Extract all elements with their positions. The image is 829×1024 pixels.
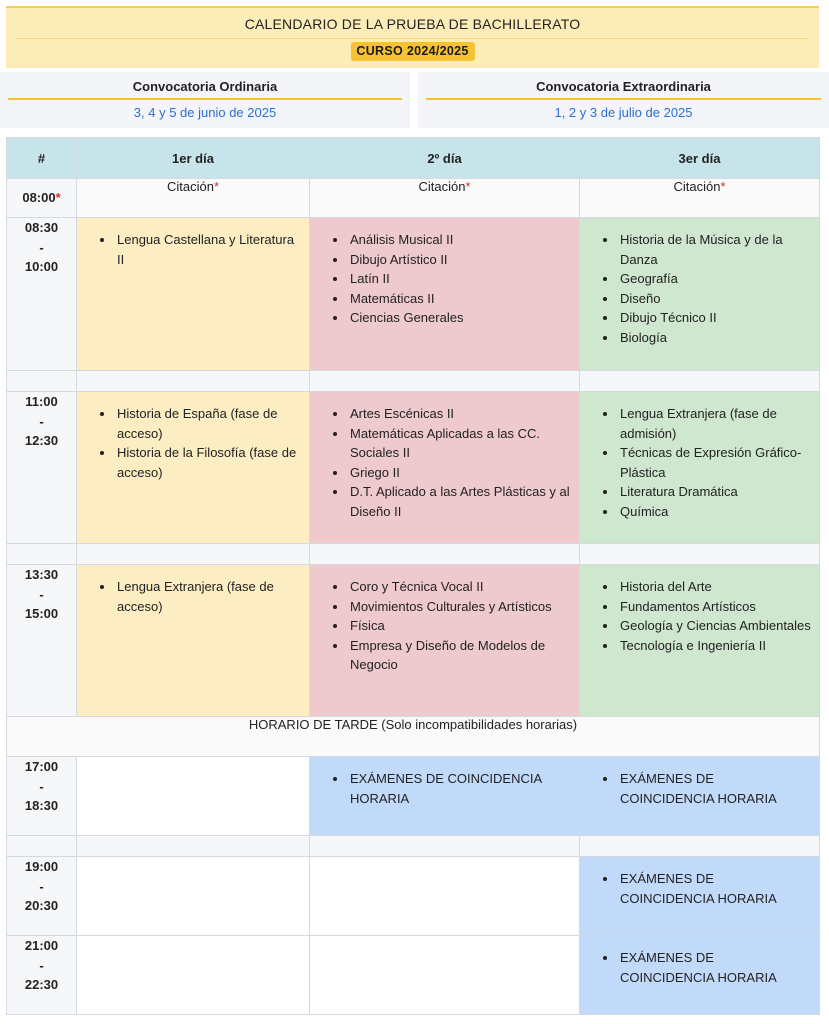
exam-item: • Movimientos Culturales y Artísticos: [348, 597, 571, 617]
slot-row-3: [7, 565, 820, 717]
citacion-day1: [77, 179, 310, 218]
exam-cell-day3: [580, 936, 820, 1015]
time-cell: [7, 218, 77, 371]
exam-item: • Geología y Ciencias Ambientales: [618, 616, 811, 636]
exam-item: • Matemáticas II: [348, 289, 571, 309]
required-marker: *: [465, 179, 471, 194]
citacion-label: Citación: [418, 179, 466, 194]
exam-calendar-table: [6, 137, 820, 1015]
exam-item: • Fundamentos Artísticos: [618, 597, 811, 617]
time-end: 15:00: [24, 606, 59, 621]
spacer-cell: [7, 544, 77, 565]
citacion-label: Citación: [673, 179, 721, 194]
spacer-row: [7, 371, 820, 392]
column-header-day1: 1er día: [77, 138, 310, 179]
exam-item: • Tecnología e Ingeniería II: [618, 636, 811, 656]
time-start: 21:00: [24, 938, 59, 953]
exam-cell-day3: [580, 757, 820, 836]
time-start: 08:30: [24, 220, 59, 235]
time-end: 10:00: [24, 259, 59, 274]
page-title: CALENDARIO DE LA PRUEBA DE BACHILLERATO: [244, 16, 581, 32]
convocatoria-extraordinaria-title: Convocatoria Extraordinaria: [536, 79, 711, 94]
divider: [16, 38, 809, 39]
empty-cell: [77, 936, 310, 1015]
exam-item: • EXÁMENES DE COINCIDENCIA HORARIA: [618, 948, 811, 987]
exam-item: • Artes Escénicas II: [348, 404, 571, 424]
spacer-cell: [580, 544, 820, 565]
time-start: 13:30: [24, 567, 59, 582]
time-separator: -: [39, 957, 44, 973]
exam-cell-day1: [77, 565, 310, 717]
exam-item: • EXÁMENES DE COINCIDENCIA HORARIA: [618, 769, 811, 808]
divider: [426, 98, 821, 100]
exam-item: • Dibujo Técnico II: [618, 308, 811, 328]
afternoon-note-row: [7, 717, 820, 757]
divider: [8, 98, 402, 100]
spacer-cell: [7, 836, 77, 857]
convocatoria-ordinaria: [0, 72, 410, 128]
exam-cell-day3: [580, 218, 820, 371]
spacer-row: [7, 836, 820, 857]
exam-cell-day1: [77, 392, 310, 544]
spacer-cell: [7, 371, 77, 392]
column-header-day2: 2º día: [310, 138, 580, 179]
time-cell: [7, 857, 77, 936]
exam-cell-day3: [580, 565, 820, 717]
column-header-number: #: [7, 138, 77, 179]
exam-item: • Latín II: [348, 269, 571, 289]
citacion-row: [7, 179, 820, 218]
exam-item: • Literatura Dramática: [618, 482, 811, 502]
exam-item: • Historia de la Música y de la Danza: [618, 230, 811, 269]
empty-cell: [310, 857, 580, 936]
exam-item: • Historia del Arte: [618, 577, 811, 597]
exam-cell-day2: [310, 757, 580, 836]
exam-item: • Empresa y Diseño de Modelos de Negocio: [348, 636, 571, 675]
citacion-day2: [310, 179, 580, 218]
citacion-day3: [580, 179, 820, 218]
time-end: 22:30: [24, 977, 59, 992]
exam-item: • Historia de la Filosofía (fase de acceso): [115, 443, 301, 482]
exam-item: • Biología: [618, 328, 811, 348]
time-start: 19:00: [24, 859, 59, 874]
spacer-cell: [310, 544, 580, 565]
exam-item: • D.T. Aplicado a las Artes Plásticas y al Diseño II: [348, 482, 571, 521]
exam-item: • EXÁMENES DE COINCIDENCIA HORARIA: [618, 869, 811, 908]
slot-row-1: [7, 218, 820, 371]
exam-item: • Geografía: [618, 269, 811, 289]
citacion-label: Citación: [166, 179, 214, 194]
title-banner: [6, 6, 819, 68]
exam-item: • Historia de España (fase de acceso): [115, 404, 301, 443]
time-start: 11:00: [25, 394, 58, 409]
time-cell: [7, 757, 77, 836]
exam-cell-day2: [310, 218, 580, 371]
exam-item: • Técnicas de Expresión Gráfico-Plástica: [618, 443, 811, 482]
exam-item: • Ciencias Generales: [348, 308, 571, 328]
time-start: 17:00: [24, 759, 59, 774]
convocatoria-extraordinaria-dates: 1, 2 y 3 de julio de 2025: [554, 105, 693, 120]
time-separator: -: [39, 778, 44, 794]
spacer-cell: [580, 836, 820, 857]
exam-item: • Diseño: [618, 289, 811, 309]
exam-item: • Lengua Extranjera (fase de acceso): [115, 577, 301, 616]
slot-row-2: [7, 392, 820, 544]
exam-item: • Lengua Castellana y Literatura II: [115, 230, 301, 269]
time-cell: [7, 392, 77, 544]
time-separator: -: [39, 239, 44, 255]
exam-item: • Lengua Extranjera (fase de admisión): [618, 404, 811, 443]
convocatoria-ordinaria-dates: 3, 4 y 5 de junio de 2025: [133, 105, 277, 120]
time-end: 12:30: [24, 433, 59, 448]
spacer-cell: [77, 544, 310, 565]
time-separator: -: [39, 413, 44, 429]
exam-item: • EXÁMENES DE COINCIDENCIA HORARIA: [348, 769, 571, 808]
exam-item: • Física: [348, 616, 571, 636]
time-separator: -: [39, 586, 44, 602]
time-cell: [7, 179, 77, 218]
convocatoria-ordinaria-title: Convocatoria Ordinaria: [132, 79, 278, 94]
spacer-cell: [77, 836, 310, 857]
exam-cell-day3: [580, 857, 820, 936]
empty-cell: [77, 857, 310, 936]
exam-item: • Griego II: [348, 463, 571, 483]
afternoon-row-3: [7, 936, 820, 1015]
time-cell: [7, 565, 77, 717]
time-cell: [7, 936, 77, 1015]
spacer-cell: [580, 371, 820, 392]
afternoon-row-1: [7, 757, 820, 836]
convocatoria-extraordinaria: [418, 72, 829, 128]
exam-item: • Química: [618, 502, 811, 522]
exam-item: • Matemáticas Aplicadas a las CC. Sociales II: [348, 424, 571, 463]
spacer-cell: [310, 836, 580, 857]
spacer-row: [7, 544, 820, 565]
empty-cell: [77, 757, 310, 836]
exam-cell-day2: [310, 565, 580, 717]
time-start: 08:00: [22, 190, 56, 206]
required-marker: *: [720, 179, 726, 194]
exam-cell-day1: [77, 218, 310, 371]
exam-item: • Análisis Musical II: [348, 230, 571, 250]
exam-item: • Coro y Técnica Vocal II: [348, 577, 571, 597]
afternoon-note: HORARIO DE TARDE (Solo incompatibilidades horarias): [7, 717, 820, 757]
time-end: 20:30: [24, 898, 59, 913]
afternoon-row-2: [7, 857, 820, 936]
table-header-row: [7, 138, 820, 179]
spacer-cell: [77, 371, 310, 392]
course-badge: CURSO 2024/2025: [350, 42, 474, 61]
time-separator: -: [39, 878, 44, 894]
required-marker: *: [55, 190, 61, 206]
column-header-day3: 3er día: [580, 138, 820, 179]
exam-cell-day3: [580, 392, 820, 544]
spacer-cell: [310, 371, 580, 392]
exam-item: • Dibujo Artístico II: [348, 250, 571, 270]
empty-cell: [310, 936, 580, 1015]
required-marker: *: [213, 179, 220, 194]
exam-cell-day2: [310, 392, 580, 544]
time-end: 18:30: [24, 798, 59, 813]
